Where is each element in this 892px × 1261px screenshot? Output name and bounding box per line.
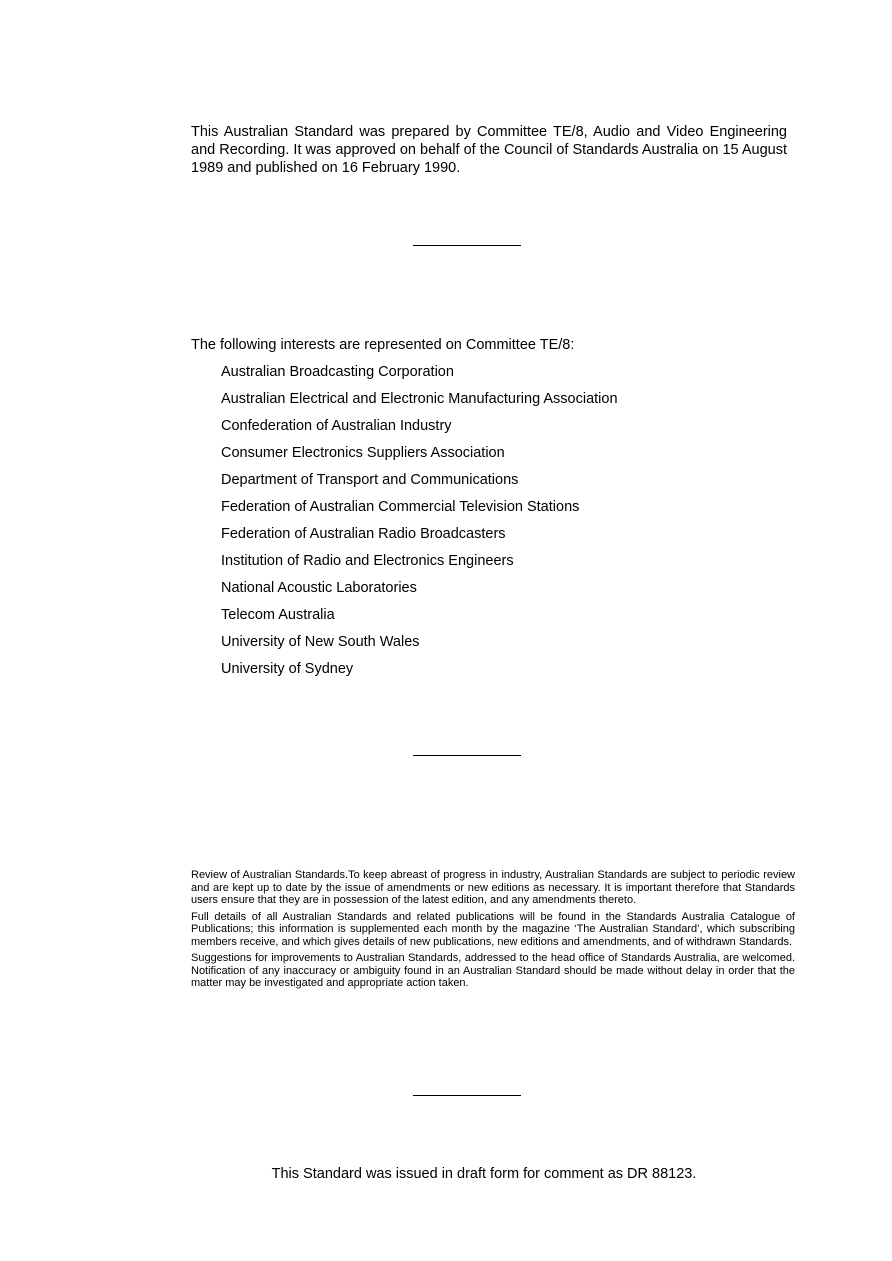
approval-statement: This Australian Standard was prepared by Committee TE/8, Audio and Video Engineering and Recording. It was approved on behalf of the Council of Standards Australia on 15 August 1989 and published on 16 February 1990.: [191, 124, 787, 176]
list-item: Department of Transport and Communications: [221, 472, 519, 488]
list-item: National Acoustic Laboratories: [221, 580, 417, 596]
list-item: University of Sydney: [221, 661, 354, 677]
committee-interests-list: [221, 363, 618, 687]
committee-interests-heading: The following interests are represented on Committee TE/8:: [191, 337, 575, 353]
suggestions-note-paragraph: Suggestions for improvements to Australian Standards, addressed to the head office of Standards Australia, are welcomed. Notification of any inaccuracy or ambiguity found in an Australian Standard should be made without delay in order that the matter may be investigated and appropriate action taken.: [191, 952, 795, 989]
draft-note-text: This Standard was issued in draft form for comment as DR 88123.: [271, 1166, 697, 1182]
list-item: Consumer Electronics Suppliers Association: [221, 445, 505, 461]
list-item: Federation of Australian Radio Broadcasters: [221, 526, 506, 542]
review-note-paragraph: Review of Australian Standards.To keep abreast of progress in industry, Australian Standards are subject to periodic review and are kept up to date by the issue of amendments or new editions as necessary. It is important therefore that Standards users ensure that they are in possession of the latest edition, and any amendments thereto.: [191, 869, 795, 906]
list-item: University of New South Wales: [221, 634, 420, 650]
list-item: Telecom Australia: [221, 607, 335, 623]
section-divider: [413, 1095, 521, 1096]
section-divider: [413, 755, 521, 756]
list-item: Federation of Australian Commercial Television Stations: [221, 499, 580, 515]
list-item: Australian Electrical and Electronic Manufacturing Association: [221, 391, 618, 407]
catalogue-note-paragraph: Full details of all Australian Standards and related publications will be found in the Standards Australia Catalogue of Publications; this information is supplemented each month by the magazine ‘The Australian Standard’, which subscribing members receive, and which gives details of new publications, new editions and amendments, and of withdrawn Standards.: [191, 910, 795, 948]
list-item: Australian Broadcasting Corporation: [221, 364, 454, 380]
list-item: Institution of Radio and Electronics Engineers: [221, 553, 514, 569]
list-item: Confederation of Australian Industry: [221, 418, 452, 434]
draft-note: [0, 1165, 892, 1183]
section-divider: [413, 245, 521, 246]
review-notes: [191, 869, 795, 994]
